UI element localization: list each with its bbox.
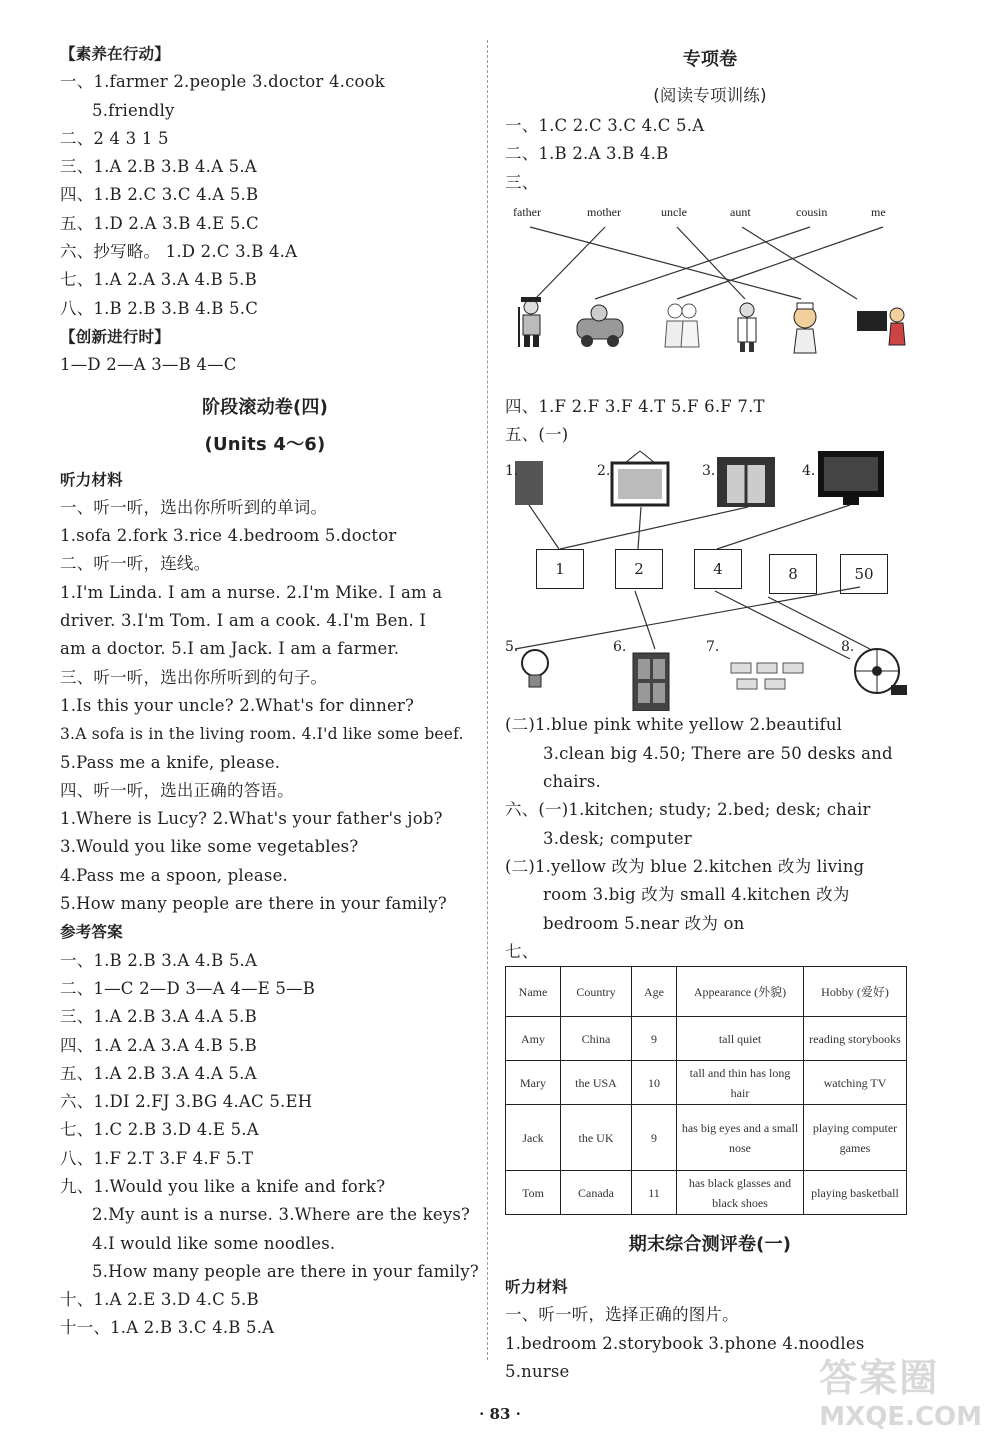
- answer-line: 1—D 2—A 3—B 4—C: [60, 355, 237, 375]
- answer-line: 二、2 4 3 1 5: [60, 128, 169, 148]
- answer-line: 1.bedroom 2.storybook 3.phone 4.noodles: [505, 1333, 865, 1353]
- answer-line: 1.Is this your uncle? 2.What's for dinner?: [60, 695, 415, 715]
- answer-line: am a doctor. 5.I am Jack. I am a farmer.: [60, 639, 400, 659]
- farmer-picture: [519, 297, 541, 347]
- nurse-picture: [794, 303, 816, 353]
- picture-number: 8.: [841, 639, 855, 656]
- answer-line: 5.How many people are there in your family?: [60, 894, 447, 914]
- table-cell: the UK: [561, 1105, 632, 1171]
- answer-line: 十、1.A 2.E 3.D 4.C 5.B: [60, 1290, 259, 1310]
- table-header: Name: [506, 967, 561, 1017]
- answer-line: 七、: [505, 941, 539, 961]
- table-cell: tall quiet: [677, 1017, 804, 1061]
- label-mother: mother: [587, 204, 621, 219]
- family-matching-diagram: [505, 197, 915, 393]
- number-box: 4: [694, 549, 742, 589]
- answer-line: 六、抄写略。 1.D 2.C 3.B 4.A: [60, 242, 298, 262]
- desks-and-chairs-picture: [731, 663, 803, 689]
- answer-line: 三、1.A 2.B 3.A 4.A 5.B: [60, 1007, 257, 1027]
- label-cousin: cousin: [796, 204, 828, 219]
- answer-line: 3.desk; computer: [543, 828, 692, 848]
- table-header: Age: [632, 967, 677, 1017]
- answer-line: 1.sofa 2.fork 3.rice 4.bedroom 5.doctor: [60, 526, 397, 546]
- number-box: 50: [840, 554, 888, 594]
- answer-line: 八、1.F 2.T 3.F 4.F 5.T: [60, 1148, 254, 1168]
- answer-line: 三、1.A 2.B 3.B 4.A 5.A: [60, 157, 257, 177]
- table-header: Appearance (外貌): [677, 967, 804, 1017]
- picture-number: 3.: [702, 463, 716, 480]
- blackboard-picture: [515, 461, 543, 505]
- door-picture: [633, 653, 669, 711]
- table-header: Country: [561, 967, 632, 1017]
- picture-number: 5.: [505, 639, 519, 656]
- table-cell: reading storybooks: [804, 1017, 907, 1061]
- answer-line: 1.Where is Lucy? 2.What's your father's job?: [60, 809, 443, 829]
- answer-line: 3.Would you like some vegetables?: [60, 837, 359, 857]
- couple-picture: [665, 304, 699, 347]
- number-box: 2: [615, 549, 663, 589]
- table-row: [506, 1171, 907, 1215]
- answer-line: 四、1.B 2.C 3.C 4.A 5.B: [60, 185, 259, 205]
- table-cell: Jack: [506, 1105, 561, 1171]
- answer-line: 八、1.B 2.B 3.B 4.B 5.C: [60, 298, 259, 318]
- table-row: [506, 1105, 907, 1171]
- picture-number: 4.: [802, 463, 816, 480]
- left-column: [60, 40, 479, 1343]
- answer-line: driver. 3.I'm Tom. I am a cook. 4.I'm Ben. I: [60, 611, 427, 631]
- table-cell: has big eyes and a small nose: [677, 1105, 804, 1171]
- answer-line: 六、1.DI 2.FJ 3.BG 4.AC 5.EH: [60, 1092, 313, 1112]
- label-father: father: [513, 204, 541, 219]
- picture-number: 1.: [505, 463, 519, 480]
- answer-line: 五、1.D 2.A 3.B 4.E 5.C: [60, 213, 259, 233]
- section-heading: 【创新进行时】: [60, 327, 170, 346]
- table-cell: playing basketball: [804, 1171, 907, 1215]
- answer-line: 一、1.B 2.B 3.A 4.B 5.A: [60, 950, 258, 970]
- table-row: [506, 1061, 907, 1105]
- label-me: me: [871, 204, 886, 219]
- answer-line: 五、(一): [505, 425, 569, 445]
- table-header: Hobby (爱好): [804, 967, 907, 1017]
- answer-line: 七、1.C 2.B 3.D 4.E 5.A: [60, 1120, 259, 1140]
- table-cell: China: [561, 1017, 632, 1061]
- right-column: [505, 40, 915, 1386]
- watermark-logo: 答案圈 MXQE.COM: [819, 1356, 982, 1432]
- teacher-picture: [857, 308, 905, 345]
- table-cell: has black glasses and black shoes: [677, 1171, 804, 1215]
- answer-line: 5.Pass me a knife, please.: [60, 752, 281, 772]
- question-line: 四、听一听，选出正确的答语。: [60, 780, 294, 800]
- answer-line: chairs.: [543, 772, 601, 792]
- computer-monitor-picture: [818, 451, 884, 505]
- section-title: 专项卷: [682, 49, 738, 70]
- section-heading: 听力材料: [60, 470, 123, 489]
- table-cell: Mary: [506, 1061, 561, 1105]
- table-cell: Canada: [561, 1171, 632, 1215]
- electric-fan-picture: [855, 649, 907, 695]
- answer-line: 四、1.A 2.A 3.A 4.B 5.B: [60, 1035, 257, 1055]
- table-cell: Amy: [506, 1017, 561, 1061]
- answer-line: 十一、1.A 2.B 3.C 4.B 5.A: [60, 1318, 275, 1338]
- table-cell: Tom: [506, 1171, 561, 1215]
- table-row: [506, 1017, 907, 1061]
- answer-line: bedroom 5.near 改为 on: [543, 913, 745, 933]
- table-cell: watching TV: [804, 1061, 907, 1105]
- table-cell: tall and thin has long hair: [677, 1061, 804, 1105]
- picture-number: 2.: [597, 463, 611, 480]
- section-subtitle: (Units 4～6): [204, 433, 326, 455]
- section-title: 期末综合测评卷(一): [628, 1234, 792, 1256]
- page-number: · 83 ·: [479, 1405, 521, 1423]
- section-title: 阶段滚动卷(四): [201, 396, 329, 418]
- object-matching-diagram: [505, 449, 915, 711]
- answer-line: (二)1.blue pink white yellow 2.beautiful: [505, 715, 843, 735]
- question-line: 三、听一听，选出你所听到的句子。: [60, 667, 328, 687]
- answer-line: 3.A sofa is in the living room. 4.I'd like some beef.: [60, 725, 464, 744]
- answer-line: 三、: [505, 172, 539, 192]
- driver-car-picture: [577, 305, 623, 347]
- section-heading: 听力材料: [505, 1278, 568, 1297]
- label-aunt: aunt: [730, 204, 751, 219]
- answer-line: 一、1.C 2.C 3.C 4.C 5.A: [505, 116, 705, 135]
- section-heading: 【素养在行动】: [60, 45, 170, 63]
- number-box: 1: [536, 549, 584, 589]
- answer-line: 九、1.Would you like a knife and fork?: [60, 1176, 386, 1196]
- answer-line: 5.friendly: [92, 100, 175, 120]
- answer-line: 4.I would like some noodles.: [92, 1233, 336, 1253]
- picture-number: 6.: [613, 639, 627, 656]
- table-cell: 10: [632, 1061, 677, 1105]
- answer-line: 四、1.F 2.F 3.F 4.T 5.F 6.F 7.T: [505, 396, 765, 416]
- table-cell: playing computer games: [804, 1105, 907, 1171]
- answer-line: 六、(一)1.kitchen; study; 2.bed; desk; chair: [505, 800, 871, 820]
- answer-line: (二)1.yellow 改为 blue 2.kitchen 改为 living: [505, 856, 865, 876]
- section-heading: 参考答案: [60, 923, 123, 942]
- table-cell: the USA: [561, 1061, 632, 1105]
- answer-line: 5.How many people are there in your family?: [92, 1261, 479, 1281]
- light-bulb-picture: [522, 650, 548, 687]
- section-subtitle: (阅读专项训练): [653, 86, 767, 105]
- answer-line: 一、1.farmer 2.people 3.doctor 4.cook: [60, 72, 385, 92]
- answer-line: 4.Pass me a spoon, please.: [60, 865, 288, 885]
- answer-line: 七、1.A 2.A 3.A 4.B 5.B: [60, 270, 257, 290]
- table-cell: 9: [632, 1017, 677, 1061]
- answer-line: 2.My aunt is a nurse. 3.Where are the keys?: [92, 1205, 471, 1225]
- matching-lines: [505, 197, 915, 393]
- picture-frame-picture: [612, 451, 668, 505]
- table-cell: 11: [632, 1171, 677, 1215]
- number-box: 8: [769, 554, 817, 594]
- question-line: 一、听一听，选出你所听到的单词。: [60, 497, 328, 517]
- answer-line: 3.clean big 4.50; There are 50 desks and: [543, 743, 893, 763]
- window-picture: [717, 457, 775, 507]
- table-header-row: [506, 967, 907, 1017]
- answer-line: 五、1.A 2.B 3.A 4.A 5.A: [60, 1063, 257, 1083]
- doctor-picture: [738, 303, 756, 352]
- picture-number: 7.: [706, 639, 720, 656]
- answer-line: room 3.big 改为 small 4.kitchen 改为: [543, 885, 850, 905]
- answer-line: 二、1—C 2—D 3—A 4—E 5—B: [60, 978, 316, 998]
- answer-line: 二、1.B 2.A 3.B 4.B: [505, 144, 669, 164]
- answer-line: 5.nurse: [505, 1362, 570, 1382]
- info-table: [505, 966, 907, 1215]
- answer-line: 1.I'm Linda. I am a nurse. 2.I'm Mike. I am a: [60, 582, 443, 602]
- label-uncle: uncle: [661, 204, 687, 219]
- question-line: 一、听一听，选择正确的图片。: [505, 1305, 739, 1325]
- column-divider: [487, 40, 488, 1360]
- question-line: 二、听一听，连线。: [60, 554, 211, 574]
- table-cell: 9: [632, 1105, 677, 1171]
